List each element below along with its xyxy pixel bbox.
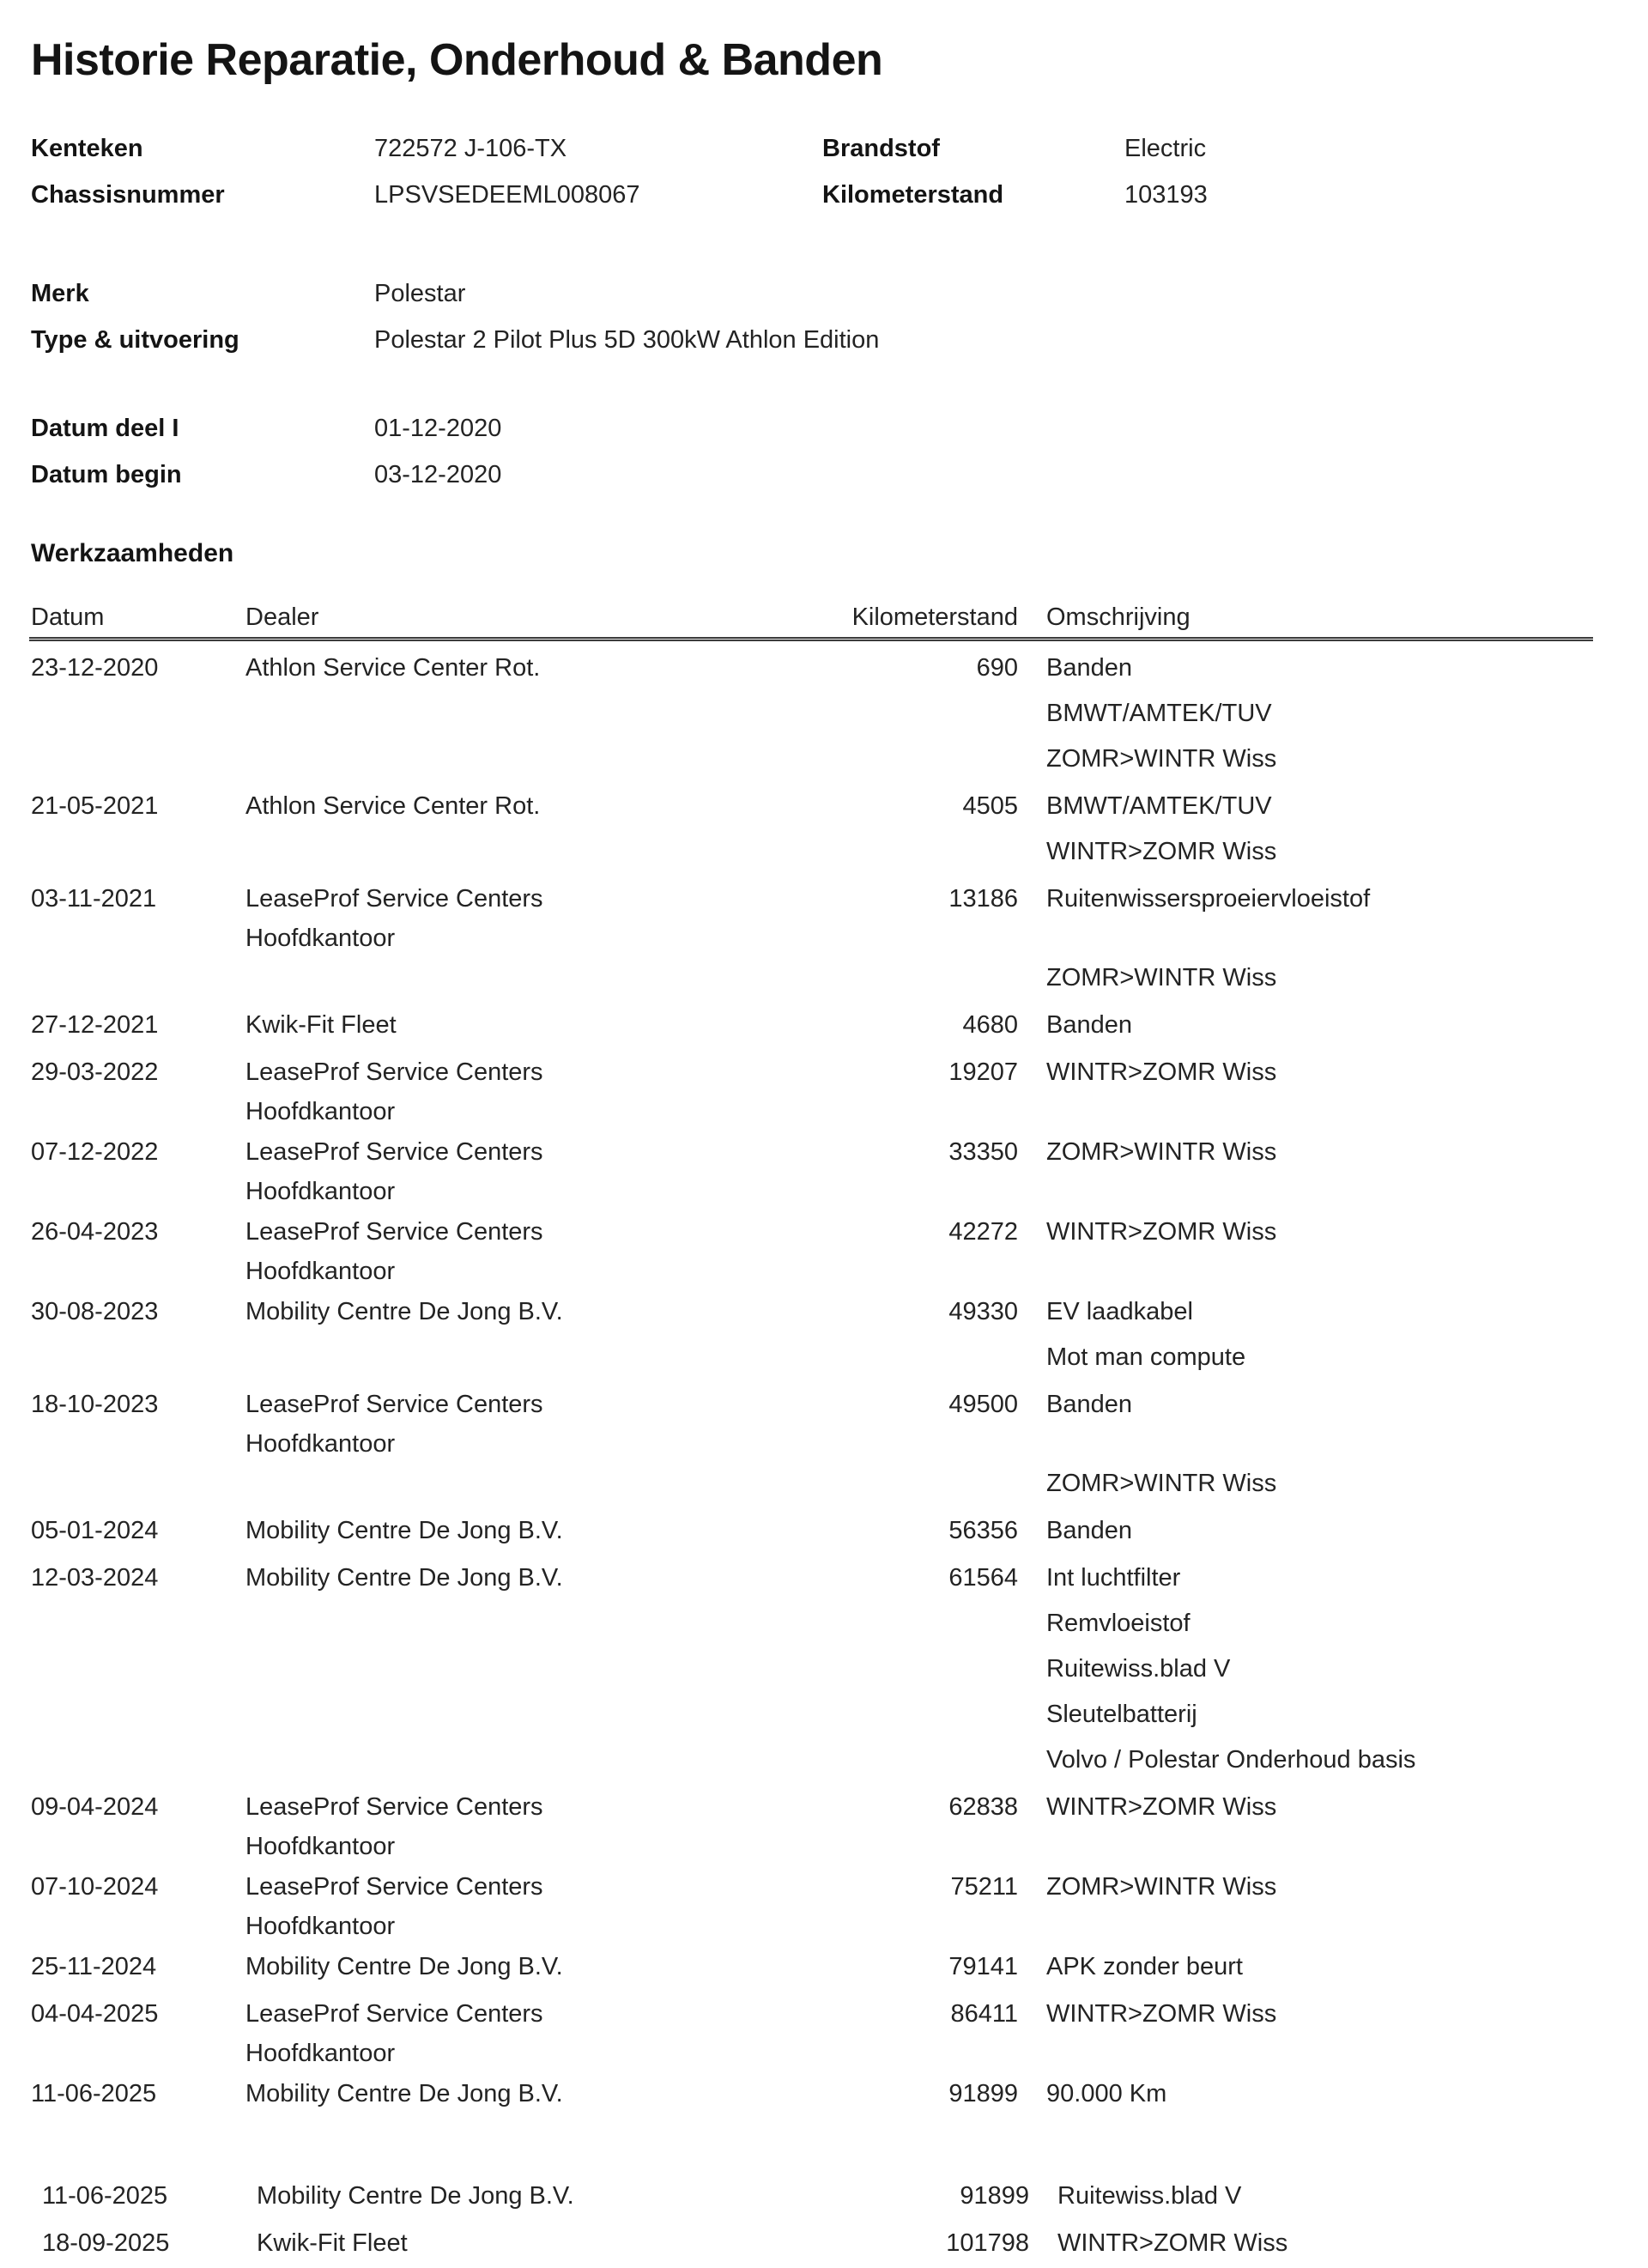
- dealer-line: Mobility Centre De Jong B.V.: [245, 1953, 563, 1980]
- dealer-cell: [245, 784, 755, 875]
- datum-cell: [31, 1508, 245, 1554]
- datum-cell: [31, 1555, 245, 1783]
- dealer-line: LeaseProf Service Centers: [245, 1793, 543, 1821]
- datum-value: 26-04-2023: [31, 1218, 159, 1246]
- column-gap: [1018, 876, 1046, 1001]
- omschrijving-line: BMWT/AMTEK/TUV: [1046, 792, 1272, 820]
- column-gap: [1018, 646, 1046, 782]
- omschrijving-line: WINTR>ZOMR Wiss: [1046, 1058, 1277, 1086]
- omschrijving-line: Banden: [1046, 1517, 1132, 1544]
- omschrijving-line: Mot man compute: [1046, 1343, 1246, 1371]
- datum-cell: [31, 1210, 245, 1288]
- dealer-line: Hoofdkantoor: [245, 1833, 396, 1860]
- omschrijving-line: Remvloeistof: [1046, 1610, 1191, 1637]
- dealer-cell: [245, 1130, 755, 1208]
- column-gap: [1018, 1865, 1046, 1943]
- vehicle-id-block: [31, 125, 1631, 218]
- omschrijving-cell: [1046, 1508, 1622, 1554]
- dealer-cell: [245, 1508, 755, 1554]
- kilometerstand-cell: [755, 1508, 1018, 1554]
- omschrijving-line: ZOMR>WINTR Wiss: [1046, 1138, 1277, 1166]
- omschrijving-cell: [1046, 784, 1622, 875]
- kilometerstand-value: 49330: [948, 1298, 1018, 1325]
- column-header-omschrijving: Omschrijving: [1046, 603, 1191, 631]
- dealer-line: Mobility Centre De Jong B.V.: [245, 2080, 563, 2107]
- kilometerstand-cell: [755, 1210, 1018, 1288]
- datum-cell: [31, 1865, 245, 1943]
- dealer-line: Kwik-Fit Fleet: [245, 1011, 397, 1039]
- table-row: [0, 1382, 1648, 1507]
- info-line: [31, 405, 1631, 452]
- omschrijving-cell: [1046, 1130, 1622, 1208]
- omschrijving-line: 90.000 Km: [1046, 2080, 1167, 2107]
- table-row: [0, 646, 1648, 782]
- dealer-line: Mobility Centre De Jong B.V.: [245, 1564, 563, 1592]
- kilometerstand-value: 4680: [962, 1011, 1018, 1039]
- column-gap: [1029, 2174, 1057, 2219]
- merk-value: Polestar: [374, 280, 466, 307]
- kilometerstand-cell: [755, 1382, 1018, 1507]
- datum-cell: [31, 2071, 245, 2117]
- omschrijving-cell: [1046, 1050, 1622, 1128]
- kilometerstand-cell: [755, 1555, 1018, 1783]
- chassisnummer-label: Chassisnummer: [31, 181, 225, 209]
- dealer-line: LeaseProf Service Centers: [245, 1391, 543, 1418]
- omschrijving-line: Int luchtfilter: [1046, 1564, 1181, 1592]
- column-gap: [1018, 1555, 1046, 1783]
- page-break-gap: [0, 2119, 1648, 2174]
- kilometerstand-cell: [755, 1785, 1018, 1863]
- datum-value: 21-05-2021: [31, 792, 159, 820]
- table-row: [0, 2174, 1648, 2219]
- kilometerstand-cell: [755, 1050, 1018, 1128]
- kilometerstand-cell: [755, 2071, 1018, 2117]
- chassisnummer-value: LPSVSEDEEML008067: [374, 181, 640, 209]
- kilometerstand-value: 4505: [962, 792, 1018, 820]
- kilometerstand-value: 61564: [948, 1564, 1018, 1592]
- column-header-datum: Datum: [31, 603, 105, 631]
- omschrijving-cell: [1046, 1555, 1622, 1783]
- datum-cell: [31, 876, 245, 1001]
- brandstof-value: Electric: [1124, 135, 1207, 162]
- datum-begin-value: 03-12-2020: [374, 461, 502, 488]
- omschrijving-line: EV laadkabel: [1046, 1298, 1193, 1325]
- column-gap: [1018, 784, 1046, 875]
- kilometerstand-value: 62838: [948, 1793, 1018, 1821]
- omschrijving-line: Sleutelbatterij: [1046, 1701, 1197, 1728]
- column-gap: [1018, 2071, 1046, 2117]
- dealer-line: LeaseProf Service Centers: [245, 1058, 543, 1086]
- table-row: [0, 1003, 1648, 1048]
- info-line: [31, 317, 1631, 363]
- kilometerstand-value: 690: [976, 654, 1018, 682]
- datum-cell: [31, 1003, 245, 1048]
- kilometerstand-value: 19207: [948, 1058, 1018, 1086]
- kilometerstand-value: 86411: [950, 2000, 1018, 2028]
- column-gap: [1029, 2221, 1057, 2266]
- table-row: [0, 784, 1648, 875]
- omschrijving-cell: [1046, 1382, 1622, 1507]
- dealer-cell: [245, 1003, 755, 1048]
- omschrijving-line: Banden: [1046, 1391, 1132, 1418]
- column-gap: [1018, 1050, 1046, 1128]
- datum-value: 05-01-2024: [31, 1517, 159, 1544]
- dealer-line: Athlon Service Center Rot.: [245, 654, 541, 682]
- dealer-line: Hoofdkantoor: [245, 1258, 396, 1285]
- omschrijving-line: [1046, 1428, 1622, 1461]
- dealer-line: Hoofdkantoor: [245, 925, 396, 952]
- table-header-row: [0, 597, 1648, 637]
- omschrijving-line: [1046, 922, 1622, 955]
- omschrijving-line: Ruitewiss.blad V: [1057, 2182, 1242, 2210]
- omschrijving-cell: [1046, 1865, 1622, 1943]
- kilometerstand-value: 75211: [950, 1873, 1018, 1901]
- dealer-line: Kwik-Fit Fleet: [257, 2229, 408, 2257]
- omschrijving-cell: [1046, 1785, 1622, 1863]
- dealer-line: Hoofdkantoor: [245, 1913, 396, 1940]
- dealer-cell: [245, 1050, 755, 1128]
- omschrijving-cell: [1046, 1944, 1622, 1990]
- kilometerstand-cell: [755, 646, 1018, 782]
- type-uitvoering-label: Type & uitvoering: [31, 326, 239, 354]
- type-uitvoering-value: Polestar 2 Pilot Plus 5D 300kW Athlon Edition: [374, 326, 880, 354]
- dealer-cell: [245, 1865, 755, 1943]
- omschrijving-line: WINTR>ZOMR Wiss: [1046, 1218, 1277, 1246]
- dealer-line: LeaseProf Service Centers: [245, 1138, 543, 1166]
- dealer-cell: [257, 2174, 766, 2219]
- datum-value: 07-10-2024: [31, 1873, 159, 1901]
- datum-cell: [31, 1050, 245, 1128]
- dealer-line: LeaseProf Service Centers: [245, 1873, 543, 1901]
- datum-deel-label: Datum deel I: [31, 415, 179, 442]
- dealer-line: LeaseProf Service Centers: [245, 1218, 543, 1246]
- dealer-cell: [245, 1289, 755, 1380]
- datum-value: 07-12-2022: [31, 1138, 159, 1166]
- merk-label: Merk: [31, 280, 89, 307]
- table-row: [0, 1785, 1648, 1863]
- omschrijving-line: WINTR>ZOMR Wiss: [1046, 2000, 1277, 2028]
- omschrijving-line: Banden: [1046, 654, 1132, 682]
- omschrijving-line: BMWT/AMTEK/TUV: [1046, 700, 1272, 727]
- column-gap: [1018, 1785, 1046, 1863]
- omschrijving-line: WINTR>ZOMR Wiss: [1046, 838, 1277, 865]
- kilometerstand-cell: [755, 1992, 1018, 2070]
- datum-cell: [31, 646, 245, 782]
- datum-value: 18-10-2023: [31, 1391, 159, 1418]
- section-title-werkzaamheden: Werkzaamheden: [31, 539, 234, 567]
- datum-value: 04-04-2025: [31, 2000, 159, 2028]
- kilometerstand-value: 103193: [1124, 181, 1208, 209]
- table-row: [0, 1210, 1648, 1288]
- column-gap: [1018, 1289, 1046, 1380]
- kilometerstand-value: 91899: [948, 2080, 1018, 2107]
- omschrijving-cell: [1046, 1003, 1622, 1048]
- omschrijving-cell: [1046, 876, 1622, 1001]
- datum-cell: [31, 1992, 245, 2070]
- brandstof-label: Brandstof: [822, 135, 940, 162]
- table-row: [0, 1992, 1648, 2070]
- table-row: [0, 1944, 1648, 1990]
- registration-dates-block: [31, 405, 1631, 498]
- column-header-dealer: Dealer: [245, 603, 319, 631]
- omschrijving-cell: [1046, 646, 1622, 782]
- dealer-cell: [245, 646, 755, 782]
- dealer-line: Hoofdkantoor: [245, 1178, 396, 1205]
- table-row: [0, 2221, 1648, 2266]
- omschrijving-cell: [1046, 2071, 1622, 2117]
- kilometerstand-cell: [755, 1944, 1018, 1990]
- datum-cell: [31, 1944, 245, 1990]
- kilometerstand-value: 13186: [948, 885, 1018, 913]
- datum-cell: [42, 2174, 257, 2219]
- datum-value: 03-11-2021: [31, 885, 157, 913]
- datum-deel-value: 01-12-2020: [374, 415, 502, 442]
- table-row: [0, 1865, 1648, 1943]
- kilometerstand-value: 33350: [948, 1138, 1018, 1166]
- dealer-line: Mobility Centre De Jong B.V.: [257, 2182, 574, 2210]
- kilometerstand-value: 42272: [948, 1218, 1018, 1246]
- table-row: [0, 1508, 1648, 1554]
- vehicle-brand-block: [31, 270, 1631, 363]
- omschrijving-line: WINTR>ZOMR Wiss: [1057, 2229, 1288, 2257]
- datum-value: 30-08-2023: [31, 1298, 159, 1325]
- dealer-cell: [245, 1785, 755, 1863]
- omschrijving-cell: [1046, 1210, 1622, 1288]
- datum-cell: [31, 784, 245, 875]
- kilometerstand-cell: [755, 876, 1018, 1001]
- omschrijving-cell: [1046, 1992, 1622, 2070]
- dealer-cell: [257, 2221, 766, 2266]
- table-row: [0, 1555, 1648, 1783]
- omschrijving-line: WINTR>ZOMR Wiss: [1046, 1793, 1277, 1821]
- kilometerstand-value: 49500: [948, 1391, 1018, 1418]
- datum-cell: [31, 1785, 245, 1863]
- kenteken-label: Kenteken: [31, 135, 143, 162]
- kilometerstand-cell: [755, 784, 1018, 875]
- omschrijving-line: Banden: [1046, 1011, 1132, 1039]
- datum-cell: [31, 1130, 245, 1208]
- datum-cell: [31, 1382, 245, 1507]
- column-gap: [1018, 1508, 1046, 1554]
- column-gap: [1018, 1210, 1046, 1288]
- dealer-line: Mobility Centre De Jong B.V.: [245, 1517, 563, 1544]
- dealer-line: Mobility Centre De Jong B.V.: [245, 1298, 563, 1325]
- dealer-cell: [245, 876, 755, 1001]
- table-row: [0, 876, 1648, 1001]
- column-gap: [1018, 1382, 1046, 1507]
- dealer-line: Athlon Service Center Rot.: [245, 792, 541, 820]
- dealer-line: LeaseProf Service Centers: [245, 885, 543, 913]
- omschrijving-cell: [1057, 2221, 1622, 2266]
- dealer-line: LeaseProf Service Centers: [245, 2000, 543, 2028]
- dealer-line: Hoofdkantoor: [245, 1098, 396, 1125]
- omschrijving-line: Ruitewiss.blad V: [1046, 1655, 1231, 1683]
- kilometerstand-value: 79141: [948, 1953, 1018, 1980]
- datum-cell: [42, 2221, 257, 2266]
- datum-value: 29-03-2022: [31, 1058, 159, 1086]
- omschrijving-cell: [1046, 1289, 1622, 1380]
- info-line: [31, 270, 1631, 317]
- datum-value: 25-11-2024: [31, 1953, 157, 1980]
- omschrijving-line: ZOMR>WINTR Wiss: [1046, 1470, 1277, 1497]
- kilometerstand-cell: [755, 1865, 1018, 1943]
- dealer-line: Hoofdkantoor: [245, 1430, 396, 1458]
- dealer-line: Hoofdkantoor: [245, 2040, 396, 2067]
- kilometerstand-value: 101798: [946, 2229, 1029, 2257]
- omschrijving-cell: [1057, 2174, 1622, 2219]
- datum-value: 12-03-2024: [31, 1564, 159, 1592]
- dealer-cell: [245, 1210, 755, 1288]
- table-row: [0, 1050, 1648, 1128]
- column-gap: [1018, 1003, 1046, 1048]
- column-gap: [1018, 1992, 1046, 2070]
- omschrijving-line: Volvo / Polestar Onderhoud basis: [1046, 1746, 1416, 1774]
- omschrijving-line: Ruitenwissersproeiervloeistof: [1046, 885, 1371, 913]
- dealer-cell: [245, 2071, 755, 2117]
- omschrijving-line: APK zonder beurt: [1046, 1953, 1243, 1980]
- kilometerstand-value: 91899: [960, 2182, 1029, 2210]
- datum-begin-label: Datum begin: [31, 461, 182, 488]
- table-header-divider: [29, 637, 1593, 641]
- column-header-kilometerstand: Kilometerstand: [851, 603, 1018, 631]
- column-gap: [1018, 1130, 1046, 1208]
- dealer-cell: [245, 1992, 755, 2070]
- kilometerstand-cell: [755, 1289, 1018, 1380]
- dealer-cell: [245, 1555, 755, 1783]
- info-line: [31, 172, 1631, 218]
- datum-value: 18-09-2025: [42, 2229, 170, 2257]
- datum-value: 27-12-2021: [31, 1011, 159, 1039]
- omschrijving-line: ZOMR>WINTR Wiss: [1046, 1873, 1277, 1901]
- kilometerstand-cell: [755, 1003, 1018, 1048]
- omschrijving-line: ZOMR>WINTR Wiss: [1046, 745, 1277, 773]
- datum-value: 11-06-2025: [42, 2182, 168, 2210]
- datum-value: 23-12-2020: [31, 654, 159, 682]
- info-line: [31, 125, 1631, 172]
- dealer-cell: [245, 1944, 755, 1990]
- kilometerstand-cell: [766, 2174, 1029, 2219]
- dealer-cell: [245, 1382, 755, 1507]
- datum-value: 09-04-2024: [31, 1793, 159, 1821]
- datum-value: 11-06-2025: [31, 2080, 157, 2107]
- datum-cell: [31, 1289, 245, 1380]
- kenteken-value: 722572 J-106-TX: [374, 135, 567, 162]
- werkzaamheden-table: [0, 646, 1648, 2268]
- kilometerstand-cell: [755, 1130, 1018, 1208]
- page-title: Historie Reparatie, Onderhoud & Banden: [31, 35, 883, 85]
- kilometerstand-cell: [766, 2221, 1029, 2266]
- table-row: [0, 1130, 1648, 1208]
- table-row: [0, 1289, 1648, 1380]
- column-gap: [1018, 1944, 1046, 1990]
- omschrijving-line: ZOMR>WINTR Wiss: [1046, 964, 1277, 991]
- info-line: [31, 452, 1631, 498]
- kilometerstand-value: 56356: [948, 1517, 1018, 1544]
- table-row: [0, 2071, 1648, 2117]
- kilometerstand-label: Kilometerstand: [822, 181, 1004, 209]
